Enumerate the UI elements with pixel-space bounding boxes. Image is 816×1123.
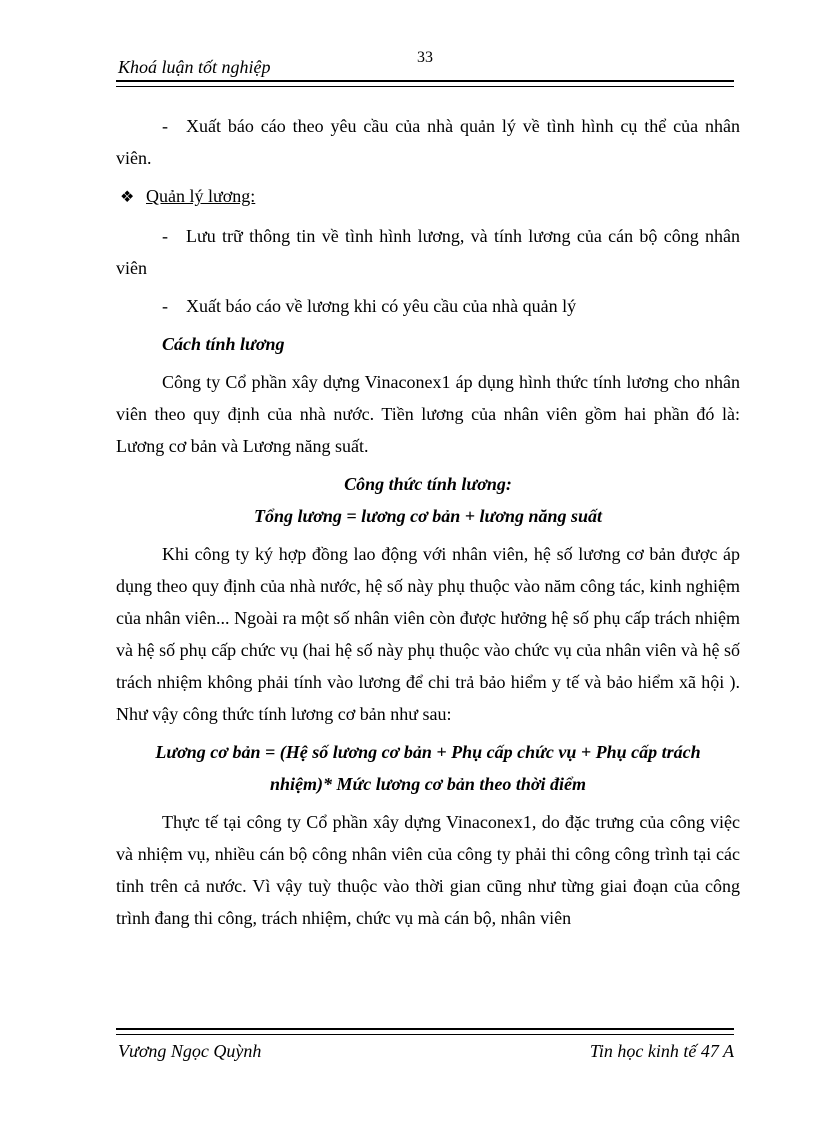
bullet-text: Xuất báo cáo về lương khi có yêu cầu của nhà quản lý [186,296,577,316]
page-number: 33 [417,49,433,66]
page-body [116,110,740,934]
formula-base-salary: Lương cơ bản = (Hệ số lương cơ bản + Phụ cấp chức vụ + Phụ cấp trách nhiệm)* Mức lương cơ bản theo thời điểm [155,742,701,794]
formula-total-salary: Tổng lương = lương cơ bản + lương năng suất [253,506,603,526]
paragraph-2: Khi công ty ký hợp đồng lao động với nhân viên, hệ số lương cơ bản được áp dụng theo quy định của nhà nước, hệ số này phụ thuộc vào năm công tác, kinh nghiệm của nhân viên... Ngoài ra một số nhân viên còn được hưởng hệ số phụ cấp trách nhiệm và hệ số phụ cấp chức vụ (hai hệ số này phụ thuộc vào chức vụ của nhân viên và hệ số trách nhiệm không phải tính vào lương để chi trả bảo hiểm y tế và bảo hiểm xã hội ). Như vậy công thức tính lương cơ bản như sau: [116,544,740,724]
dash-marker: - [162,226,168,246]
bullet-salary-report [116,290,740,322]
footer-rule [116,1028,734,1035]
bullet-salary-storage [116,220,740,284]
footer-class: Tin học kinh tế 47 A [589,1041,734,1061]
bullet-text: Lưu trữ thông tin về tình hình lương, và tính lương của cán bộ công nhân viên [116,226,740,278]
dash-marker: - [162,296,168,316]
header-title: Khoá luận tốt nghiệp [118,57,271,77]
footer-author: Vương Ngọc Quỳnh [118,1041,262,1061]
bullet-text: Xuất báo cáo theo yêu cầu của nhà quản lý về tình hình cụ thể của nhân viên. [116,116,740,168]
section-title: Quản lý lương: [146,186,256,206]
formula-title: Công thức tính lương: [344,474,512,494]
paragraph-3: Thực tế tại công ty Cổ phần xây dựng Vinaconex1, do đặc trưng của công việc và nhiệm vụ, nhiều cán bộ công nhân viên của công ty phải thi công công trình tại các tỉnh trên cả nước. Vì vậy tuỳ thuộc vào thời gian cũng như từng giai đoạn của công trình đang thi công, trách nhiệm, chức vụ mà cán bộ, nhân viên [116,812,740,928]
header-rule [116,80,734,87]
section-heading [116,180,740,214]
dash-marker: - [162,116,168,136]
diamond-bullet-icon: ❖ [120,189,135,206]
bullet-report-employee [116,110,740,174]
paragraph-1: Công ty Cổ phần xây dựng Vinaconex1 áp dụng hình thức tính lương cho nhân viên theo quy định của nhà nước. Tiền lương của nhân viên gồm hai phần đó là: Lương cơ bản và Lương năng suất. [116,372,740,456]
subheading: Cách tính lương [162,334,285,354]
